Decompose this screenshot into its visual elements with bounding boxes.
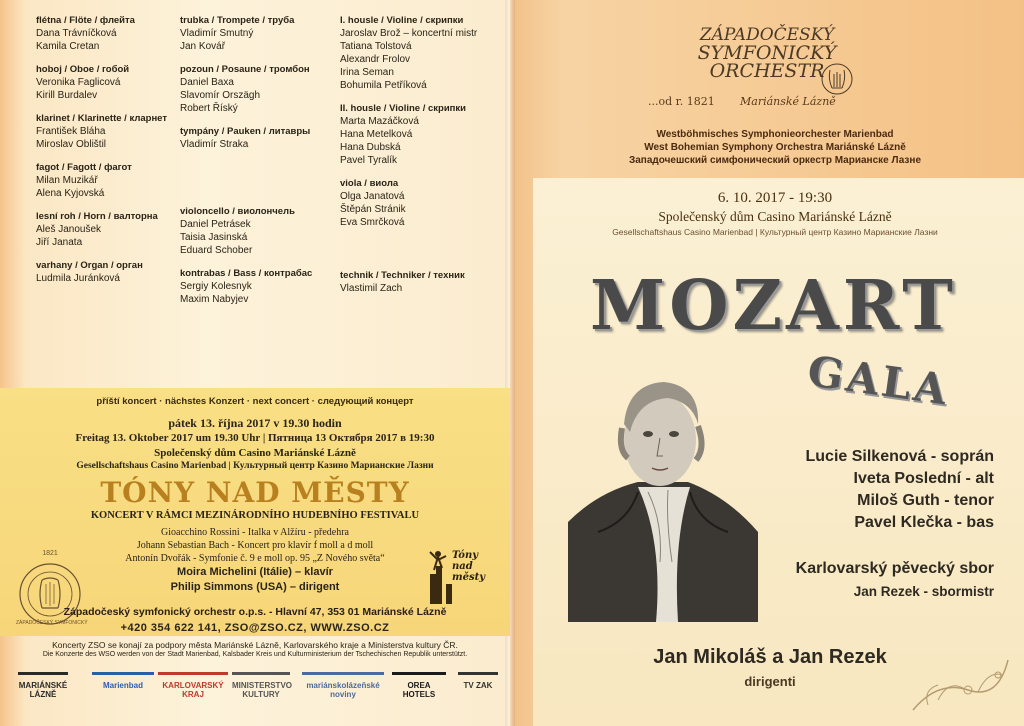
- seal-icon: [16, 550, 88, 630]
- instrument-heading: flétna / Flöte / флейта: [36, 15, 135, 26]
- musician-name: Daniel Baxa: [180, 77, 234, 88]
- event-venue-alt: Gesellschaftshaus Casino Marienbad | Культурный центр Казино Марианские Лазни: [612, 227, 938, 237]
- ornament-icon: [908, 640, 1018, 720]
- orchestra-column-2: [180, 14, 312, 316]
- instrument-section: [180, 63, 312, 115]
- instrument-heading: fagot / Fagott / фагот: [36, 162, 132, 173]
- instrument-heading: viola / виола: [340, 178, 399, 189]
- instrument-heading: kontrabas / Bass / контрабас: [180, 268, 313, 279]
- musician-name: Vladimír Smutný: [180, 28, 254, 39]
- musician-name: Kirill Burdalev: [36, 90, 98, 101]
- musician-name: Alena Kyjovská: [36, 188, 105, 199]
- next-concert-label: příští koncert · nächstes Konzert · next concert · следующий концерт: [96, 396, 414, 407]
- musician-name: Jan Kovář: [180, 41, 226, 52]
- instrument-heading: pozoun / Posaune / тромбон: [180, 64, 310, 75]
- musician-name: Dana Trávníčková: [36, 28, 117, 39]
- musician-name: Alexandr Frolov: [340, 54, 411, 65]
- musician-name: Kamila Cretan: [36, 41, 100, 52]
- instrument-heading: I. housle / Violine / скрипки: [340, 15, 464, 26]
- instrument-heading: trubka / Trompete / труба: [180, 15, 295, 26]
- orchestra-name-de: Westböhmisches Symphonieorchester Marienbad: [656, 129, 894, 140]
- musician-name: Robert Říský: [180, 103, 238, 114]
- program-item: Antonín Dvořák - Symfonie č. 9 e moll op. 95 „Z Nového světa“: [125, 553, 385, 564]
- instrument-section: [36, 210, 167, 249]
- sponsor-logo: MARIÁNSKÉ LÁZNĚ: [18, 672, 68, 699]
- orchestra-seal: [16, 550, 88, 630]
- place-text: Mariánské Lázně: [740, 95, 836, 108]
- instrument-section: [180, 125, 312, 151]
- instrument-section: [36, 14, 167, 53]
- orchestra-column-1: [36, 14, 167, 295]
- musician-name: Bohumila Petříková: [340, 80, 427, 91]
- musician-name: Vlastimil Zach: [340, 283, 403, 294]
- footer-contact: +420 354 622 141, ZSO@ZSO.CZ, WWW.ZSO.CZ: [120, 622, 390, 634]
- musician-name: Milan Muzikář: [36, 175, 98, 186]
- instrument-section: [340, 177, 477, 229]
- musician-name: Miroslav Oblištil: [36, 139, 107, 150]
- instrument-heading: varhany / Organ / орган: [36, 260, 143, 271]
- instrument-heading: tympány / Pauken / литавры: [180, 126, 311, 137]
- performer: Pavel Klečka - bas: [854, 514, 994, 531]
- next-concert-subtitle: KONCERT V RÁMCI MEZINÁRODNÍHO HUDEBNÍHO FESTIVALU: [90, 510, 420, 521]
- performer: Lucie Silkenová - soprán: [805, 448, 994, 465]
- instrument-section: [340, 14, 477, 92]
- instrument-section: [36, 112, 167, 151]
- musician-name: Maxim Nabyjev: [180, 294, 249, 305]
- musician-name: Hana Dubská: [340, 142, 401, 153]
- instrument-section: [180, 267, 312, 306]
- sponsor-logo: MINISTERSTVO KULTURY: [232, 672, 290, 699]
- lyre-icon: [820, 62, 854, 96]
- musician-name: Jaroslav Brož – koncertní mistr: [340, 28, 478, 39]
- musician-name: Ludmila Juránková: [36, 273, 120, 284]
- orchestra-name-en: West Bohemian Symphony Orchestra Mariánské Lázně: [644, 142, 906, 153]
- choirmaster: Jan Rezek - sbormistr: [853, 584, 994, 599]
- sponsor-logo: Marienbad: [92, 672, 154, 690]
- next-concert-date-alt: Freitag 13. Oktober 2017 um 19.30 Uhr | Пятница 13 Октября 2017 в 19:30: [75, 432, 435, 444]
- festival-logo: [418, 544, 488, 606]
- musician-name: Eduard Schober: [180, 245, 253, 256]
- festival-logo-text: Tóny nad městy: [452, 550, 486, 583]
- logo-line-3: ORCHESTR: [709, 60, 825, 82]
- support-text-cz: Koncerty ZSO se konají za podpory města Mariánské Lázně, Karlovarského kraje a Ministerstva kultury ČR.: [52, 640, 458, 650]
- musician-name: Tatiana Tolstová: [340, 41, 412, 52]
- instrument-heading: lesní roh / Horn / валторна: [36, 211, 158, 222]
- seal-text: ZÁPADOČESKÝ SYMFONICKÝ: [16, 620, 88, 626]
- orchestra-name-ru: Западочешский симфонический оркестр Марианске Лазне: [628, 155, 922, 166]
- program-item: Johann Sebastian Bach - Koncert pro klavír f moll a d moll: [136, 540, 374, 551]
- footer-org: Západočeský symfonický orchestr o.p.s. - Hlavní 47, 353 01 Mariánské Lázně: [63, 606, 447, 618]
- conductors-label: dirigenti: [744, 674, 796, 689]
- musician-name: František Bláha: [36, 126, 106, 137]
- logo-line-2: SYMFONICKÝ: [697, 42, 837, 64]
- instrument-section: [340, 102, 477, 167]
- musician-name: Štěpán Stránik: [340, 204, 406, 215]
- instrument-section: [36, 63, 167, 102]
- musician-name: Marta Mazáčková: [340, 116, 419, 127]
- instrument-section: [340, 269, 477, 295]
- musician-name: Veronika Faglicová: [36, 77, 121, 88]
- instrument-section: [180, 205, 312, 257]
- musician-name: Jiří Janata: [36, 237, 83, 248]
- sponsor-logo: TV ZAK: [458, 672, 498, 690]
- event-venue: Společenský dům Casino Mariánské Lázně: [658, 209, 892, 224]
- performer: Iveta Poslední - alt: [853, 470, 994, 487]
- musician-name: Vladimír Straka: [180, 139, 249, 150]
- next-concert-date: pátek 13. října 2017 v 19.30 hodin: [168, 416, 342, 430]
- orchestra-column-3: [340, 14, 477, 305]
- instrument-section: [36, 161, 167, 200]
- musician-name: Sergiy Kolesnyk: [180, 281, 252, 292]
- since-text: ...od r. 1821: [648, 95, 715, 108]
- next-concert-panel: [0, 388, 510, 636]
- musician-name: Pavel Tyralík: [340, 155, 398, 166]
- event-title: MOZART: [590, 266, 957, 346]
- instrument-heading: klarinet / Klarinette / кларнет: [36, 113, 167, 124]
- instrument-heading: hoboj / Oboe / гобой: [36, 64, 130, 75]
- program-item: Gioacchino Rossini - Italka v Alžíru - předehra: [161, 527, 349, 538]
- musician-name: Olga Janatová: [340, 191, 405, 202]
- next-concert-venue: Společenský dům Casino Mariánské Lázně: [154, 447, 356, 459]
- instrument-heading: II. housle / Violine / скрипки: [340, 103, 466, 114]
- support-text-de: Die Konzerte des WSO werden von der Stadt Marienbad, Kalsbader Kreis und Kulturministerium der Tschechischen Republik unterstützt.: [42, 651, 468, 658]
- next-concert-venue-alt: Gesellschaftshaus Casino Marienbad | Культурный центр Казино Марианские Лазни: [76, 461, 434, 471]
- next-concert-soloist: Moira Michelini (Itálie) – klavír: [177, 566, 333, 578]
- event-datetime: 6. 10. 2017 - 19:30: [717, 190, 833, 206]
- instrument-section: [36, 259, 167, 285]
- sponsor-logo: mariánskolázeňské noviny: [302, 672, 384, 699]
- conductors: Jan Mikoláš a Jan Rezek: [653, 646, 887, 668]
- instrument-heading: violoncello / виолончель: [180, 206, 295, 217]
- next-concert-conductor: Philip Simmons (USA) – dirigent: [170, 581, 340, 593]
- sponsor-logo: KARLOVARSKÝ KRAJ: [158, 672, 228, 699]
- musician-name: Aleš Janoušek: [36, 224, 102, 235]
- event-subtitle: GALA: [804, 346, 953, 415]
- next-concert-title: TÓNY NAD MĚSTY: [100, 476, 410, 509]
- instrument-heading: technik / Techniker / техник: [340, 270, 465, 281]
- choir-name: Karlovarský pěvecký sbor: [795, 560, 994, 577]
- musician-name: Slavomír Orszägh: [180, 90, 261, 101]
- seal-year: 1821: [42, 550, 58, 557]
- musician-name: Daniel Petrásek: [180, 219, 251, 230]
- musician-name: Irina Seman: [340, 67, 394, 78]
- performer: Miloš Guth - tenor: [857, 492, 994, 509]
- musician-name: Eva Smrčková: [340, 217, 405, 228]
- logo-line-1: ZÁPADOČESKÝ: [699, 25, 835, 45]
- musician-name: Taisia Jasinská: [180, 232, 248, 243]
- instrument-section: [180, 14, 312, 53]
- sponsor-logo: OREA HOTELS: [392, 672, 446, 699]
- musician-name: Hana Metelková: [340, 129, 413, 140]
